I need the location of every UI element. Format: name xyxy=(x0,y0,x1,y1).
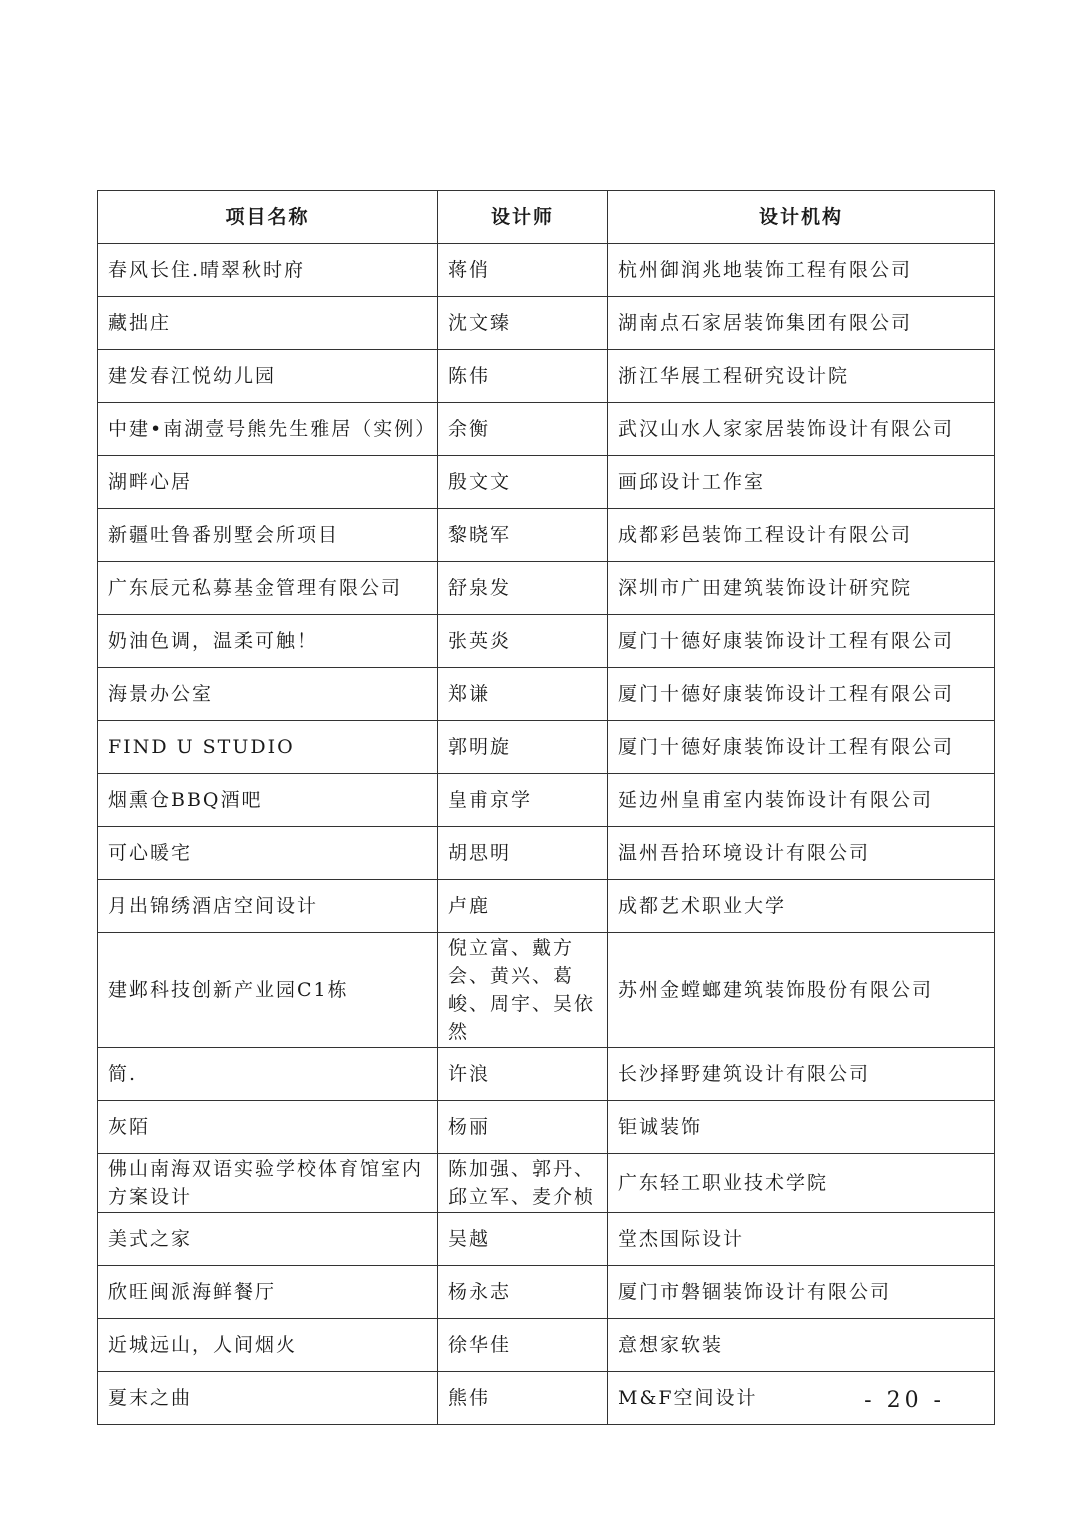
table-row xyxy=(98,668,995,721)
table-row xyxy=(98,1101,995,1154)
designer-cell: 沈文臻 xyxy=(438,297,608,350)
project-name-cell: 广东辰元私募基金管理有限公司 xyxy=(98,562,438,615)
design-firm-cell: 广东轻工职业技术学院 xyxy=(608,1154,995,1213)
project-name-cell: 湖畔心居 xyxy=(98,456,438,509)
project-name-cell: 中建•南湖壹号熊先生雅居（实例） xyxy=(98,403,438,456)
project-name-cell: 烟熏仓BBQ酒吧 xyxy=(98,774,438,827)
designer-cell: 杨丽 xyxy=(438,1101,608,1154)
project-name-cell: 灰陌 xyxy=(98,1101,438,1154)
page-number: - 20 - xyxy=(864,1388,945,1413)
award-table xyxy=(97,190,995,1425)
design-firm-cell: 厦门十德好康装饰设计工程有限公司 xyxy=(608,721,995,774)
design-firm-cell: 深圳市广田建筑装饰设计研究院 xyxy=(608,562,995,615)
table-row xyxy=(98,350,995,403)
design-firm-cell: 意想家软装 xyxy=(608,1319,995,1372)
designer-cell: 余衡 xyxy=(438,403,608,456)
design-firm-cell: 厦门十德好康装饰设计工程有限公司 xyxy=(608,668,995,721)
table-row xyxy=(98,562,995,615)
design-firm-cell: 延边州皇甫室内装饰设计有限公司 xyxy=(608,774,995,827)
designer-cell: 蒋俏 xyxy=(438,244,608,297)
design-firm-cell: 成都彩邑装饰工程设计有限公司 xyxy=(608,509,995,562)
table-row xyxy=(98,1154,995,1213)
project-name-cell: 简. xyxy=(98,1048,438,1101)
designer-cell: 倪立富、戴方会、黄兴、葛峻、周宇、吴依然 xyxy=(438,933,608,1048)
table-row xyxy=(98,297,995,350)
project-name-cell: 近城远山，人间烟火 xyxy=(98,1319,438,1372)
table-row xyxy=(98,827,995,880)
table-row xyxy=(98,244,995,297)
designer-cell: 徐华佳 xyxy=(438,1319,608,1372)
table-row xyxy=(98,774,995,827)
project-name-cell: 新疆吐鲁番别墅会所项目 xyxy=(98,509,438,562)
design-firm-cell: 杭州御润兆地装饰工程有限公司 xyxy=(608,244,995,297)
designer-cell: 舒泉发 xyxy=(438,562,608,615)
designer-cell: 陈伟 xyxy=(438,350,608,403)
designer-cell: 张英炎 xyxy=(438,615,608,668)
header-designer: 设计师 xyxy=(438,191,608,244)
table-row xyxy=(98,1372,995,1425)
table-row xyxy=(98,1319,995,1372)
project-name-cell: 藏拙庄 xyxy=(98,297,438,350)
designer-cell: 殷文文 xyxy=(438,456,608,509)
designer-cell: 卢鹿 xyxy=(438,880,608,933)
project-name-cell: 美式之家 xyxy=(98,1213,438,1266)
design-firm-cell: 厦门市磐锢装饰设计有限公司 xyxy=(608,1266,995,1319)
project-name-cell: 夏末之曲 xyxy=(98,1372,438,1425)
table-row xyxy=(98,1048,995,1101)
design-firm-cell: 长沙择野建筑设计有限公司 xyxy=(608,1048,995,1101)
design-firm-cell: 浙江华展工程研究设计院 xyxy=(608,350,995,403)
project-name-cell: FIND U STUDIO xyxy=(98,721,438,774)
table-row xyxy=(98,1213,995,1266)
design-firm-cell: 堂杰国际设计 xyxy=(608,1213,995,1266)
designer-cell: 皇甫京学 xyxy=(438,774,608,827)
table-row xyxy=(98,403,995,456)
header-project-name: 项目名称 xyxy=(98,191,438,244)
project-name-cell: 建发春江悦幼儿园 xyxy=(98,350,438,403)
project-name-cell: 春风长住.晴翠秋时府 xyxy=(98,244,438,297)
design-firm-cell: 苏州金螳螂建筑装饰股份有限公司 xyxy=(608,933,995,1048)
project-name-cell: 欣旺闽派海鲜餐厅 xyxy=(98,1266,438,1319)
design-firm-cell: M&F空间设计 xyxy=(608,1372,995,1425)
design-firm-cell: 湖南点石家居装饰集团有限公司 xyxy=(608,297,995,350)
design-firm-cell: 成都艺术职业大学 xyxy=(608,880,995,933)
designer-cell: 郭明旋 xyxy=(438,721,608,774)
header-design-firm: 设计机构 xyxy=(608,191,995,244)
designer-cell: 郑谦 xyxy=(438,668,608,721)
table-row xyxy=(98,1266,995,1319)
table-row xyxy=(98,721,995,774)
design-firm-cell: 钜诚装饰 xyxy=(608,1101,995,1154)
design-firm-cell: 温州吾拾环境设计有限公司 xyxy=(608,827,995,880)
design-firm-cell: 武汉山水人家家居装饰设计有限公司 xyxy=(608,403,995,456)
designer-cell: 熊伟 xyxy=(438,1372,608,1425)
design-firm-cell: 画邱设计工作室 xyxy=(608,456,995,509)
table-header-row xyxy=(98,191,995,244)
designer-cell: 杨永志 xyxy=(438,1266,608,1319)
project-name-cell: 月出锦绣酒店空间设计 xyxy=(98,880,438,933)
project-name-cell: 佛山南海双语实验学校体育馆室内方案设计 xyxy=(98,1154,438,1213)
project-name-cell: 可心暖宅 xyxy=(98,827,438,880)
designer-cell: 胡思明 xyxy=(438,827,608,880)
table-row xyxy=(98,933,995,1048)
designer-cell: 黎晓军 xyxy=(438,509,608,562)
designer-cell: 许浪 xyxy=(438,1048,608,1101)
designer-cell: 陈加强、郭丹、邱立军、麦介桢 xyxy=(438,1154,608,1213)
designer-cell: 吴越 xyxy=(438,1213,608,1266)
project-name-cell: 海景办公室 xyxy=(98,668,438,721)
table-row xyxy=(98,456,995,509)
project-name-cell: 奶油色调，温柔可触！ xyxy=(98,615,438,668)
design-firm-cell: 厦门十德好康装饰设计工程有限公司 xyxy=(608,615,995,668)
table-row xyxy=(98,509,995,562)
table-row xyxy=(98,880,995,933)
project-name-cell: 建邺科技创新产业园C1栋 xyxy=(98,933,438,1048)
table-row xyxy=(98,615,995,668)
